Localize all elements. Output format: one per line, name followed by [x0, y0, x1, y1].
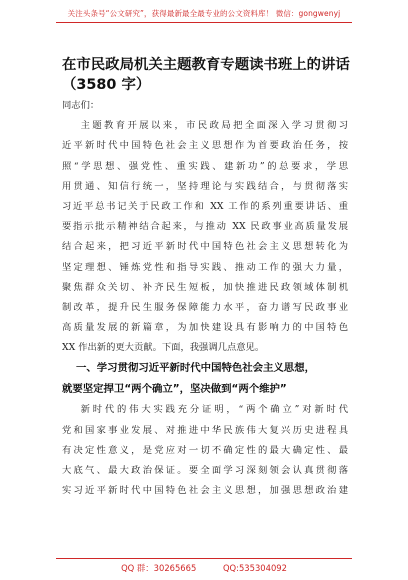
paragraph-1-line: 要指示批示精神结合起来，与推动 XX 民政事业高质量发展	[62, 221, 348, 233]
paragraph-2-line: 大底气、最大政治保证。要全面学习深刻领会认真贯彻落	[62, 465, 348, 476]
paragraph-1-line: 聚焦群众关切、补齐民生短板，加快推进民政领域体制机	[62, 281, 348, 293]
title-line-2: （3580 字）	[62, 77, 151, 93]
paragraph-1-line: 主题教育开展以来，市民政局把全面深入学习贯彻习	[80, 120, 348, 132]
paragraph-2-line: 实习近平新时代中国特色社会主义思想，加强思想政治建	[62, 485, 348, 497]
section-heading-1-line-2: 就要坚定捍卫“两个确立”，坚决做到“两个维护”	[62, 383, 287, 396]
header-banner: 关注头条号“公文研究”，获得最新最全最专业的公文资料库！ 微信：gongwenyj	[67, 9, 341, 18]
paragraph-2-line: 有决定性意义，是党应对一切不确定性的最大确定性、最	[62, 444, 348, 456]
document-body	[62, 96, 348, 501]
title-line-1: 在市民政局机关主题教育专题读书班上的讲话	[62, 57, 350, 73]
footer-qq: QQ:535304092	[222, 563, 287, 573]
salutation: 同志们：	[62, 100, 100, 111]
paragraph-2-line: 党和国家事业发展、对推进中华民族伟大复兴历史进程具	[62, 424, 348, 436]
paragraph-1-line: 结合起来，把习近平新时代中国特色社会主义思想转化为	[62, 241, 348, 253]
paragraph-1-line: 用贯通、知信行统一，坚持理论与实践结合，与贯彻落实	[62, 180, 348, 192]
paragraph-1-line: 坚定理想、锤炼党性和指导实践、推动工作的强大力量，	[62, 261, 348, 273]
paragraph-1-line: 习近平总书记关于民政工作和 XX 工作的系列重要讲话、重	[62, 200, 348, 212]
footer-qq-group: QQ 群：30265665	[121, 563, 197, 573]
paragraph-1-line: 制改革，提升民生服务保障能力水平，奋力谱写民政事业	[62, 301, 348, 313]
paragraph-1-line: 照“学思想、强党性、重实践、建新功”的总要求，学思	[62, 160, 348, 172]
document-title	[62, 55, 362, 95]
paragraph-2-line: 新时代的伟大实践充分证明，“两个确立”对新时代	[80, 404, 348, 416]
footer-contact	[0, 562, 408, 574]
paragraph-1-line: 高质量发展的新篇章，为加快建设具有影响力的中国特色	[62, 322, 348, 334]
header-divider	[56, 22, 352, 23]
paragraph-1-line: XX 作出新的更大贡献。下面，我强调几点意见。	[62, 342, 265, 354]
footer-divider	[56, 558, 352, 559]
paragraph-1-line: 近平新时代中国特色社会主义思想作为首要政治任务，按	[62, 140, 348, 152]
section-heading-1-line-1: 一、学习贯彻习近平新时代中国特色社会主义思想，	[76, 362, 315, 375]
